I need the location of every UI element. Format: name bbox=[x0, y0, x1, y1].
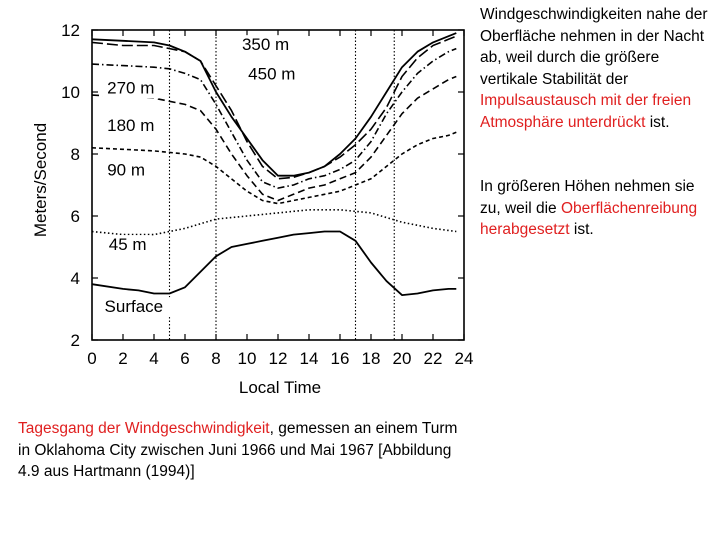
para1-text-start: Windgeschwindigkeiten nahe der Oberfläche nehmen in der Nacht ab, weil durch die größere vertikale Stabilität der bbox=[480, 6, 708, 88]
para2-text-start: In größeren Höhen nehmen sie zu, weil die bbox=[480, 178, 695, 217]
para2-text-end: ist. bbox=[569, 221, 594, 238]
series-label-45-m: 45 m bbox=[108, 235, 147, 255]
x-tick-label: 12 bbox=[268, 349, 288, 368]
para2-highlight: Oberflächenreibung herabgesetzt bbox=[480, 199, 698, 238]
series-label-90-m: 90 m bbox=[107, 160, 145, 180]
x-tick-label: 18 bbox=[361, 349, 381, 368]
x-tick-label: 24 bbox=[454, 349, 474, 368]
series-line-45-m bbox=[92, 210, 456, 235]
series-line-450-m bbox=[92, 36, 456, 179]
para1-text-end: ist. bbox=[645, 113, 670, 131]
y-tick-label: 2 bbox=[70, 331, 80, 350]
y-tick-label: 8 bbox=[70, 145, 80, 164]
figure-caption bbox=[18, 418, 468, 483]
x-tick-label: 16 bbox=[330, 349, 350, 368]
series-label-surface: Surface bbox=[104, 297, 164, 317]
x-tick-label: 6 bbox=[180, 349, 190, 368]
y-tick-label: 12 bbox=[61, 21, 80, 40]
x-tick-label: 20 bbox=[392, 349, 412, 368]
x-axis-label: Local Time bbox=[238, 378, 322, 397]
y-tick-label: 6 bbox=[70, 207, 80, 226]
series-label-450-m: 450 m bbox=[248, 64, 296, 84]
x-tick-label: 14 bbox=[299, 349, 319, 368]
wind-speed-chart bbox=[0, 0, 480, 400]
caption-text: , gemessen an einem Turm in Oklahoma City zwischen Juni 1966 und Mai 1967 [Abbildung 4.9 aus Hartmann (1994)] bbox=[18, 420, 458, 480]
x-tick-label: 2 bbox=[118, 349, 128, 368]
y-tick-label: 10 bbox=[61, 83, 80, 102]
y-axis-label: Meters/Second bbox=[31, 122, 50, 238]
para1-highlight: Impulsaustausch mit der freien Atmosphäre unterdrückt bbox=[480, 92, 692, 131]
series-label-350-m: 350 m bbox=[241, 35, 290, 55]
altitude-explanation-text bbox=[480, 176, 716, 241]
x-tick-label: 4 bbox=[149, 349, 159, 368]
x-tick-label: 0 bbox=[87, 349, 97, 368]
series-label-270-m: 270 m bbox=[107, 78, 155, 98]
caption-highlight: Tagesgang der Windgeschwindigkeit bbox=[18, 420, 270, 437]
x-tick-label: 8 bbox=[211, 349, 221, 368]
series-label-180-m: 180 m bbox=[107, 115, 155, 135]
x-tick-label: 22 bbox=[423, 349, 443, 368]
x-tick-label: 10 bbox=[237, 349, 257, 368]
night-explanation-text bbox=[480, 4, 716, 133]
y-tick-label: 4 bbox=[70, 269, 80, 288]
